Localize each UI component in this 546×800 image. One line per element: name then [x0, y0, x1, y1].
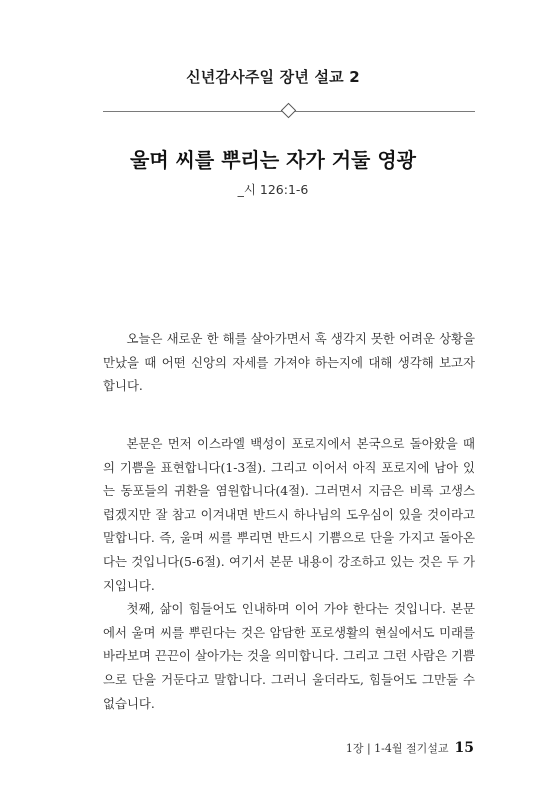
footer-chapter-label: 1장 | 1-4월 절기설교 [345, 742, 449, 755]
sermon-title: 울며 씨를 뿌리는 자가 거둘 영광 [130, 148, 416, 172]
page-number: 15 [454, 740, 474, 756]
paragraph-intro: 오늘은 새로운 한 해를 살아가면서 혹 생각지 못한 어려운 상황을 만났을 때 어떤 신앙의 자세를 가져야 하는지에 대해 생각해 보고자 합니다. [103, 331, 475, 394]
scripture-reference: _시 126:1-6 [237, 182, 309, 197]
page-footer [346, 740, 474, 756]
paragraph-first-point: 첫째, 삶이 힘들어도 인내하며 이어 가야 한다는 것입니다. 본문에서 울며 씨를 뿌린다는 것은 암담한 포로생활의 현실에서도 미래를 바라보며 끈끈이 살아가는 것을 의미합니다. 그리고 그런 사람은 기쁨으로 단을 거둔다고 말합니다. 그러니 울더라도, 힘들어도 그만둘 수 없습니다. [103, 601, 475, 711]
divider-diamond-ornament [281, 103, 297, 119]
body-section-main [103, 432, 475, 715]
paragraph-background: 본문은 먼저 이스라엘 백성이 포로지에서 본국으로 돌아왔을 때의 기쁨을 표현합니다(1-3절). 그리고 이어서 아직 포로지에 남아 있는 동포들의 귀환을 염원합니다(4절). 그러면서 지금은 비록 고생스럽겠지만 잘 참고 이겨내면 반드시 하나님의 도우심이 있을 것이라고 말합니다. 즉, 울며 씨를 뿌리면 반드시 기쁨으로 단을 가지고 돌아온다는 것입니다(5-6절). 여기서 본문 내용이 강조하고 있는 것은 두 가지입니다. [103, 436, 475, 593]
series-title: 신년감사주일 장년 설교 2 [186, 68, 360, 86]
body-section-intro [103, 327, 475, 398]
